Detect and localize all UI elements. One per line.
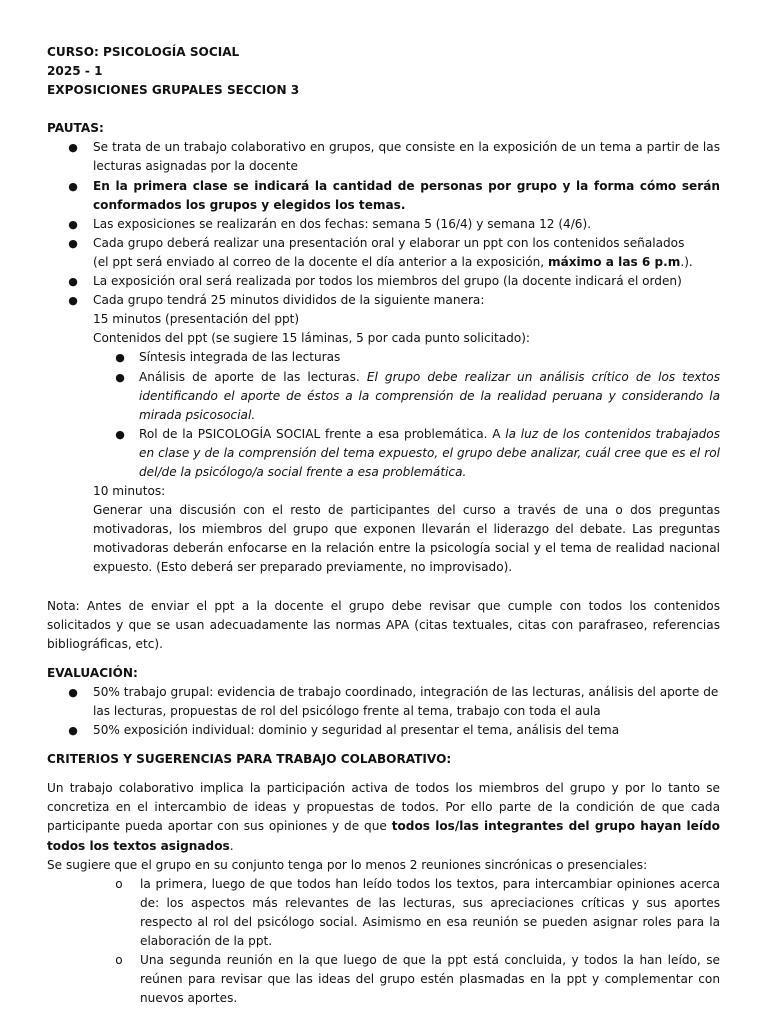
pautas-item-3: ● Las exposiciones se realizarán en dos fechas: semana 5 (16/4) y semana 12 (4/6). [47,215,720,234]
reuniones-intro: Se sugiere que el grupo en su conjunto tenga por lo menos 2 reuniones sincrónicas o presenciales: [47,857,648,872]
bullet-icon: ● [115,370,125,384]
evaluacion-item-1: ● 50% trabajo grupal: evidencia de trabajo coordinado, integración de las lecturas, análisis del aporte de las lecturas, propuestas de rol del psicólogo frente al tema, trabajo con toda el aula [68,684,719,718]
criterios-heading: CRITERIOS Y SUGERENCIAS PARA TRABAJO COLABORATIVO: [47,752,452,767]
course-title: CURSO: PSICOLOGÍA SOCIAL [47,45,240,59]
pautas-heading: PAUTAS: [47,121,104,136]
bullet-icon: ● [68,294,78,308]
ppt-content-item-2: ● Análisis de aporte de las lecturas. El grupo debe realizar un análisis crítico de los textos identificando el aporte de éstos a la comprensión de la realidad peruana y considerando la mirada psicosocial. [115,369,720,422]
criterios-paragraph: Un trabajo colaborativo implica la participación activa de todos los miembros del grupo y por lo tanto se concretiza en el intercambio de ideas y propuestas de todos. Por ello parte de la condición de que cada participante pueda aportar con sus opiniones y de que todos los/las integrantes del grupo hayan leído todos los textos asignados. [47,781,720,853]
circle-bullet-icon: o [115,953,123,968]
bullet-icon: ● [68,275,78,289]
nota-paragraph: Nota: Antes de enviar el ppt a la docente el grupo debe revisar que cumple con todos los contenidos solicitados y que se usan adecuadamente las normas APA (citas textuales, citas con parafraseo, referencias bibliográficas, etc). [47,598,720,651]
evaluacion-item-2: ● 50% exposición individual: dominio y seguridad al presentar el tema, análisis del tema [47,721,720,740]
pautas-item-6: ● Cada grupo tendrá 25 minutos divididos de la siguiente manera: [47,291,720,310]
document-title: EXPOSICIONES GRUPALES SECCION 3 [47,83,300,98]
ppt-contents-label: Contenidos del ppt (se sugiere 15 láminas, 5 por cada punto solicitado): [93,331,531,346]
bullet-icon: ● [68,724,78,738]
pautas-item-1: ● Se trata de un trabajo colaborativo en grupos, que consiste en la exposición de un tema a partir de las lecturas asignadas por la docente [68,140,720,174]
bullet-icon: ● [68,217,78,231]
evaluacion-heading: EVALUACIÓN: [47,665,138,680]
bullet-icon: ● [68,236,78,250]
ppt-content-item-1: ● Síntesis integrada de las lecturas [47,348,720,367]
course-term: 2025 - 1 [47,64,103,79]
bullet-icon: ● [68,141,78,155]
reunion-item-2: o Una segunda reunión en la que luego de que la ppt está concluida, y todos la han leído, se reúnen para revisar que las ideas del grupo estén plasmadas en la ppt y complementar con nuevos aportes. [115,953,720,1006]
bullet-icon: ● [115,351,125,365]
ppt-content-item-3: ● Rol de la PSICOLOGÍA SOCIAL frente a esa problemática. A la luz de los contenidos trabajados en clase y de la comprensión del tema expuesto, el grupo debe analizar, cuál cree que es el rol del/de la psicólogo/a social frente a esa problemática. [115,426,720,479]
bullet-icon: ● [68,179,78,193]
pautas-item-2: ● En la primera clase se indicará la cantidad de personas por grupo y la forma cómo serán conformados los grupos y elegidos los temas. [68,178,720,212]
bullet-icon: ● [68,685,78,699]
reunion-item-1: o la primera, luego de que todos han leído todos los textos, para intercambiar opiniones acerca de: los aspectos más relevantes de las lecturas, sus apreciaciones críticas y sus aportes respecto al rol del psicólogo social. Asimismo en esa reunión se pueden asignar roles para la elaboración de la ppt. [115,876,720,949]
circle-bullet-icon: o [115,876,123,891]
discussion-instructions: Generar una discusión con el resto de participantes del curso a través de una o dos preguntas motivadoras, los miembros del grupo que exponen llevarán el liderazgo del debate. Las preguntas motivadoras deberán enfocarse en la relación entre la psicología social y el tema de realidad nacional expuesto. (Esto deberá ser preparado previamente, no improvisado). [93,503,720,575]
time-10-minutes: 10 minutos: [93,484,166,499]
bullet-icon: ● [115,427,125,441]
pautas-item-5: ● La exposición oral será realizada por todos los miembros del grupo (la docente indicará el orden) [47,272,720,291]
pautas-item-4: ● Cada grupo deberá realizar una presentación oral y elaborar un ppt con los contenidos señalados (el ppt será enviado al correo de la docente el día anterior a la exposición, máximo a las 6 p.m.). [68,235,693,269]
time-15-minutes: 15 minutos (presentación del ppt) [93,312,300,327]
